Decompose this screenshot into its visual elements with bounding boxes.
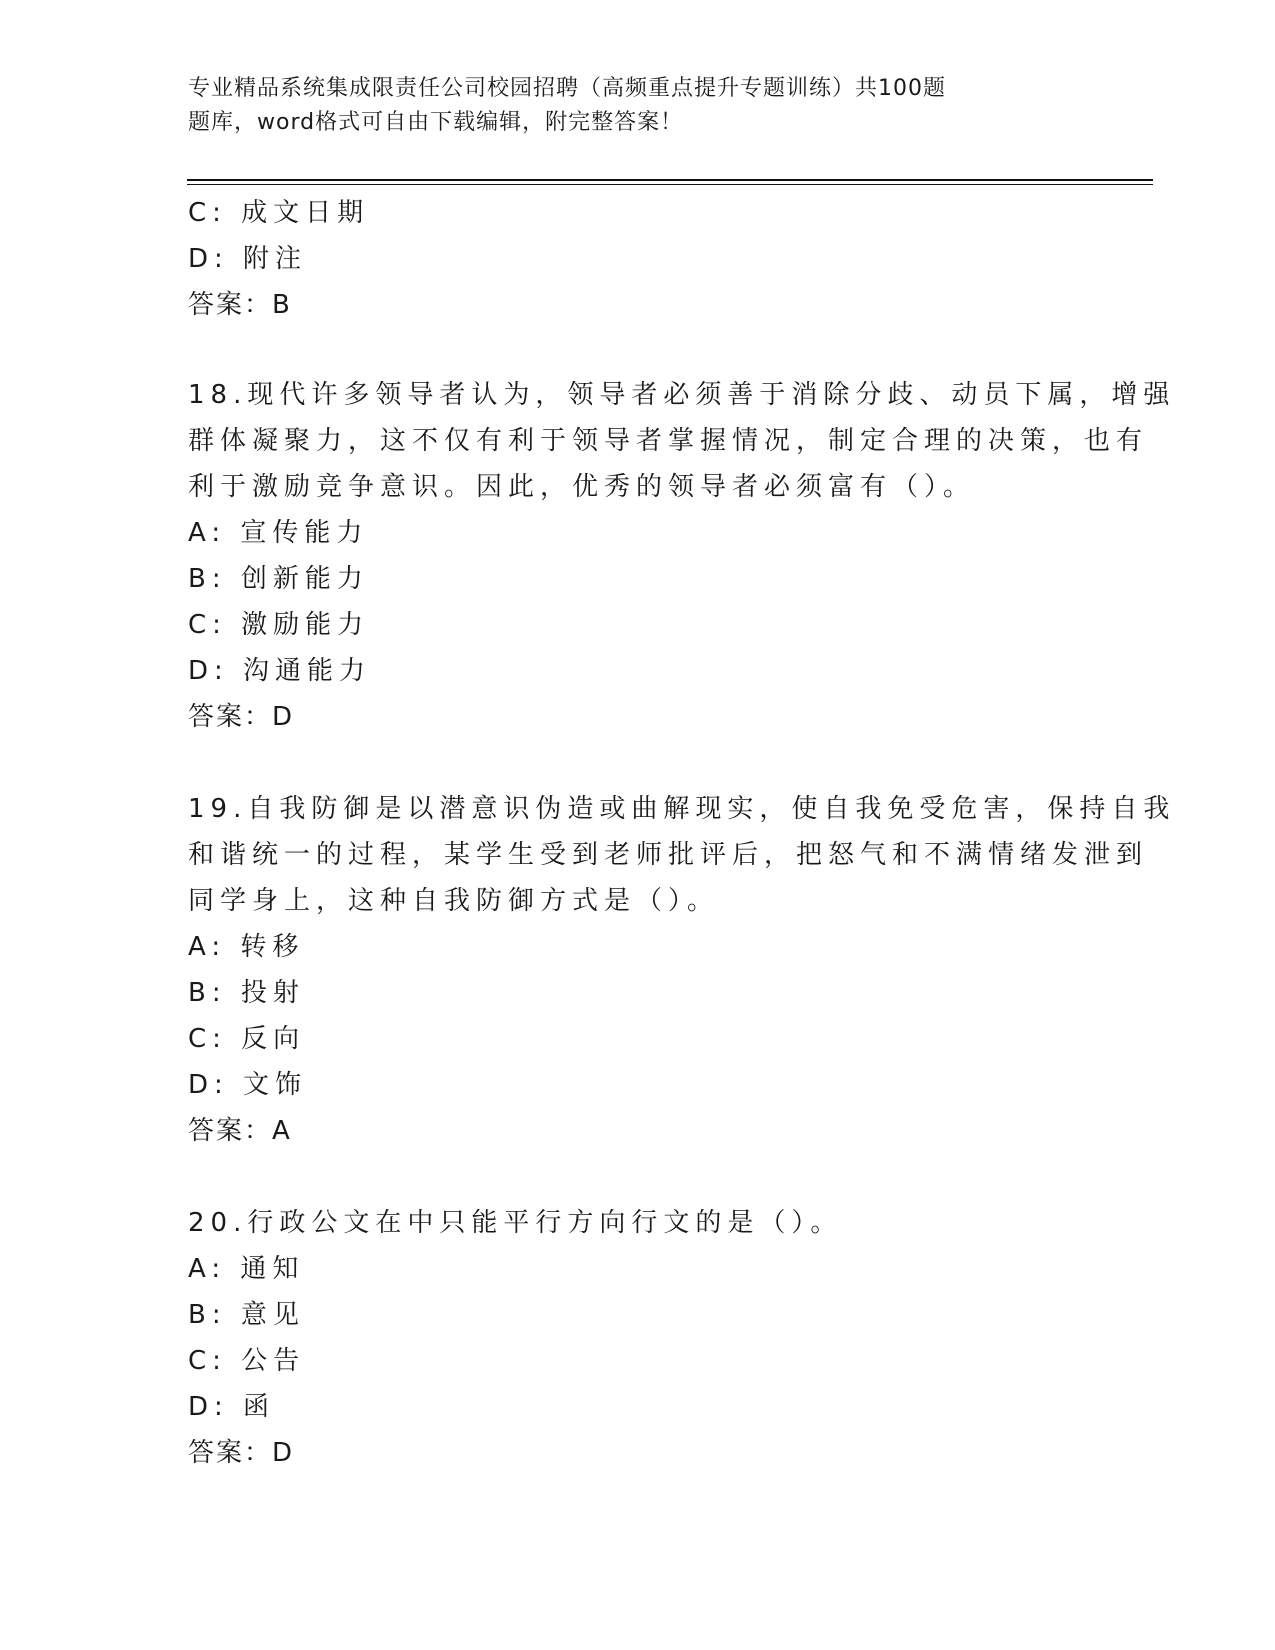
question-text-line: 19.自我防御是以潜意识伪造或曲解现实，使自我免受危害，保持自我 (188, 794, 1176, 824)
option-b: B: 意见 (188, 1300, 305, 1330)
question-text (188, 786, 1176, 924)
option-a: A: 宣传能力 (188, 518, 369, 548)
question-text-line: 和谐统一的过程，某学生受到老师批评后，把怒气和不满情绪发泄到 (188, 840, 1149, 870)
header-title-line-1: 专业精品系统集成限责任公司校园招聘（高频重点提升专题训练）共100题 (188, 76, 946, 101)
question-text-line: 群体凝聚力，这不仅有利于领导者掌握情况，制定合理的决策，也有 (188, 426, 1149, 456)
question-18 (188, 372, 1176, 740)
answer-line: 答案：B (188, 290, 292, 320)
option-c: C: 激励能力 (188, 610, 370, 640)
question-list (188, 190, 1176, 1476)
option-d: D: 附注 (188, 244, 308, 274)
option-c: C: 公告 (188, 1346, 306, 1376)
option-c: C: 成文日期 (188, 198, 370, 228)
header-divider-thin (187, 184, 1153, 185)
answer-line: 答案：D (188, 702, 295, 732)
answer-line: 答案：D (188, 1438, 295, 1468)
question-text (188, 372, 1176, 510)
question-19 (188, 786, 1176, 1154)
option-b: B: 创新能力 (188, 564, 369, 594)
option-b: B: 投射 (188, 978, 305, 1008)
option-d: D: 沟通能力 (188, 656, 372, 686)
question-20 (188, 1200, 1108, 1476)
header-title-line-2: 题库，word格式可自由下载编辑，附完整答案！ (188, 110, 684, 135)
answer-line: 答案：A (188, 1116, 292, 1146)
option-d: D: 函 (188, 1392, 276, 1422)
option-a: A: 转移 (188, 932, 305, 962)
option-d: D: 文饰 (188, 1070, 308, 1100)
question-text-line: 20.行政公文在中只能平行方向行文的是（）。 (188, 1208, 843, 1238)
question-text-line: 18.现代许多领导者认为，领导者必须善于消除分歧、动员下属，增强 (188, 380, 1176, 410)
question-text (188, 1200, 1108, 1246)
option-c: C: 反向 (188, 1024, 306, 1054)
document-header (188, 72, 1088, 140)
header-divider-thick (187, 179, 1153, 181)
option-a: A: 通知 (188, 1254, 305, 1284)
question-text-line: 利于激励竞争意识。因此，优秀的领导者必须富有（）。 (188, 472, 976, 502)
prev-question-block (188, 190, 1108, 328)
question-text-line: 同学身上，这种自我防御方式是（）。 (188, 886, 720, 916)
